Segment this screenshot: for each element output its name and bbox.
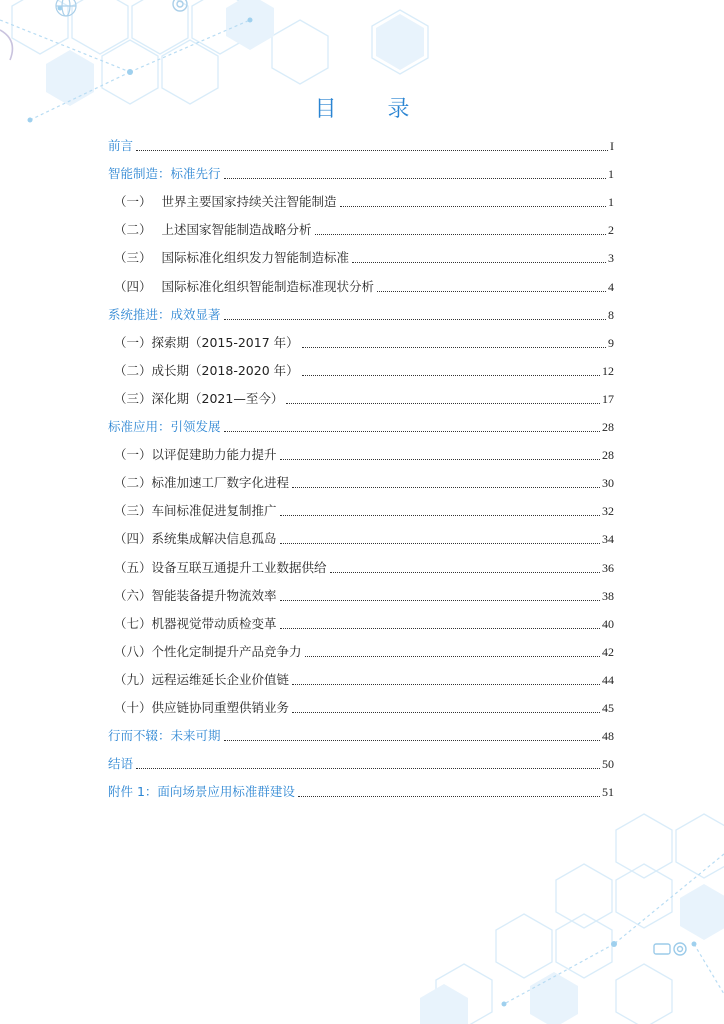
dot-leader (305, 656, 600, 657)
dot-leader (224, 178, 606, 179)
toc-entry[interactable] (108, 305, 614, 323)
toc-page-number: 44 (602, 672, 614, 687)
toc-entry-text: 探索期（2015-2017 年） (151, 334, 299, 350)
toc-entry-text: 上述国家智能制造战略分析 (161, 222, 312, 238)
toc-entry-number: （四） (114, 531, 152, 547)
toc-entry-label (108, 307, 221, 323)
toc-entry-label (108, 784, 295, 800)
toc-page-number: 1 (608, 195, 614, 210)
toc-entry-number: （一） (114, 334, 152, 350)
toc-page-number: 17 (602, 391, 614, 406)
toc-entry-text: 供应链协同重塑供销业务 (151, 700, 290, 715)
toc-entry-label (108, 531, 277, 547)
toc-entry-number: （三） (114, 503, 152, 519)
toc-entry[interactable] (108, 164, 614, 182)
dot-leader (292, 684, 600, 685)
toc-entry-label (108, 672, 289, 688)
toc-entry[interactable] (108, 389, 614, 407)
toc-entry[interactable] (108, 558, 614, 576)
toc-entry[interactable] (108, 277, 614, 295)
toc-entry-text: 系统集成解决信息孤岛 (151, 531, 277, 547)
toc-entry-text: 附件 1：面向场景应用标准群建设 (108, 784, 295, 800)
dot-leader (302, 375, 600, 376)
toc-entry-text: 智能装备提升物流效率 (151, 587, 277, 603)
toc-entry-label (108, 475, 289, 491)
toc-page-number: 28 (602, 448, 614, 463)
toc-entry-text: 深化期（2021—至今） (151, 390, 284, 406)
toc-entry[interactable] (108, 754, 614, 772)
toc-entry-label (108, 728, 221, 744)
toc-entry-number: （二） (114, 222, 152, 238)
toc-entry-number: （七） (114, 615, 152, 631)
toc-page-number: I (610, 139, 614, 153)
toc-entry-text: 车间标准促进复制推广 (151, 503, 277, 519)
toc-entry-text: 设备互联互通提升工业数据供给 (151, 559, 327, 575)
toc-entry-number: （六） (114, 587, 152, 603)
toc-entry-number: （八） (114, 643, 152, 659)
dot-leader (377, 291, 606, 292)
dot-leader (280, 600, 600, 601)
toc-entry-label (108, 644, 302, 660)
toc-entry[interactable] (108, 614, 614, 632)
toc-entry-text: 前言 (108, 138, 134, 153)
toc-entry-label (108, 419, 221, 435)
toc-entry-text: 行而不辍：未来可期 (108, 728, 221, 744)
toc-entry-text: 成长期（2018-2020 年） (151, 362, 299, 378)
toc-entry-label (108, 363, 299, 379)
toc-entry-text: 结语 (108, 756, 134, 772)
toc-page-number: 34 (602, 532, 614, 547)
gear-icon (173, 0, 187, 11)
dot-leader (286, 403, 600, 404)
toc-entry-number: （十） (114, 700, 152, 715)
toc-entry-text: 标准应用：引领发展 (108, 419, 221, 434)
dot-leader (352, 262, 606, 263)
toc-entry-label (108, 588, 277, 604)
gear-icon (654, 943, 686, 955)
toc-entry-number: （二） (114, 475, 152, 491)
toc-entry-number: （四） (114, 278, 152, 294)
toc-page-number: 50 (602, 757, 614, 772)
toc-page-number: 32 (602, 504, 614, 519)
dot-leader (224, 319, 606, 320)
toc-entry[interactable] (108, 473, 614, 491)
toc-entry-label (108, 250, 349, 266)
toc-page-number: 9 (608, 335, 614, 350)
toc-entry-label (108, 391, 283, 407)
page-title: 目 录 (314, 97, 432, 122)
toc-entry[interactable] (108, 501, 614, 519)
dot-leader (224, 431, 600, 432)
toc-entry-label (108, 222, 312, 238)
toc-page-number: 48 (602, 729, 614, 744)
dot-leader (330, 572, 600, 573)
toc-entry-number: （一） (114, 447, 152, 463)
toc-entry-text: 机器视觉带动质检变革 (151, 615, 277, 631)
dot-leader (298, 796, 600, 797)
hexagon-network-decoration (404, 794, 724, 1024)
toc-entry[interactable] (108, 670, 614, 688)
toc-entry-number: （五） (114, 559, 152, 575)
toc-entry-label (108, 503, 277, 519)
toc-page-number: 51 (602, 785, 614, 800)
toc-entry[interactable] (108, 586, 614, 604)
dot-leader (340, 206, 606, 207)
toc-page-number: 4 (608, 279, 614, 294)
toc-entry-label (108, 560, 327, 576)
toc-entry-label (108, 166, 221, 182)
dot-leader (302, 347, 606, 348)
toc-entry[interactable] (108, 361, 614, 379)
toc-entry-text: 国际标准化组织智能制造标准现状分析 (161, 278, 375, 294)
toc-entry-text: 系统推进：成效显著 (108, 306, 221, 322)
toc-page-number: 38 (602, 588, 614, 603)
toc-entry-number: （三） (114, 250, 152, 266)
toc-entry-label (108, 138, 133, 154)
dot-leader (280, 459, 600, 460)
toc-entry[interactable] (108, 333, 614, 351)
toc-page-number: 3 (608, 251, 614, 266)
toc-entry[interactable] (108, 220, 614, 238)
toc-page-number: 12 (602, 363, 614, 378)
toc-entry[interactable] (108, 192, 614, 210)
toc-entry-text: 世界主要国家持续关注智能制造 (161, 194, 337, 210)
dot-leader (280, 543, 600, 544)
toc-entry-label (108, 335, 299, 351)
toc-entry-number: （一） (114, 194, 152, 210)
toc-page-number: 45 (602, 701, 614, 715)
dot-leader (136, 150, 608, 151)
toc-page-number: 8 (608, 307, 614, 322)
toc-entry-number: （九） (114, 671, 152, 687)
toc-entry[interactable] (108, 417, 614, 435)
dot-leader (280, 628, 600, 629)
globe-icon (56, 0, 76, 16)
toc-entry-text: 以评促建助力能力提升 (151, 447, 277, 463)
toc-entry[interactable] (108, 782, 614, 800)
toc-entry-label (108, 447, 277, 463)
dot-leader (136, 768, 600, 769)
toc-page-number: 28 (602, 420, 614, 434)
toc-entry[interactable] (108, 726, 614, 744)
toc-entry-text: 个性化定制提升产品竞争力 (151, 643, 302, 659)
toc-entry-label (108, 756, 133, 772)
toc-entry-label (108, 700, 289, 716)
dot-leader (280, 515, 600, 516)
toc-page-number: 42 (602, 644, 614, 659)
toc-entry-number: （三） (114, 390, 152, 406)
dot-leader (224, 740, 600, 741)
toc-entry-text: 远程运维延长企业价值链 (151, 671, 290, 687)
toc-entry[interactable] (108, 642, 614, 660)
toc-entry[interactable] (108, 529, 614, 547)
toc-entry-text: 标准加速工厂数字化进程 (151, 475, 290, 491)
toc-entry-label (108, 194, 337, 210)
toc-page-number: 2 (608, 223, 614, 238)
toc-entry-text: 智能制造：标准先行 (108, 166, 221, 182)
toc-page-number: 40 (602, 616, 614, 631)
toc-entry-number: （二） (114, 362, 152, 378)
dot-leader (315, 234, 606, 235)
toc-entry-label (108, 279, 374, 295)
toc-entry-label (108, 616, 277, 632)
dot-leader (292, 487, 600, 488)
dot-leader (292, 712, 600, 713)
toc-entry[interactable] (108, 445, 614, 463)
toc-page-number: 1 (608, 167, 614, 182)
toc-page-number: 30 (602, 476, 614, 491)
toc-entry[interactable] (108, 248, 614, 266)
toc-page-number: 36 (602, 560, 614, 575)
toc-entry-text: 国际标准化组织发力智能制造标准 (161, 250, 350, 266)
toc-entry[interactable] (108, 698, 614, 716)
toc-entry[interactable] (108, 136, 614, 154)
